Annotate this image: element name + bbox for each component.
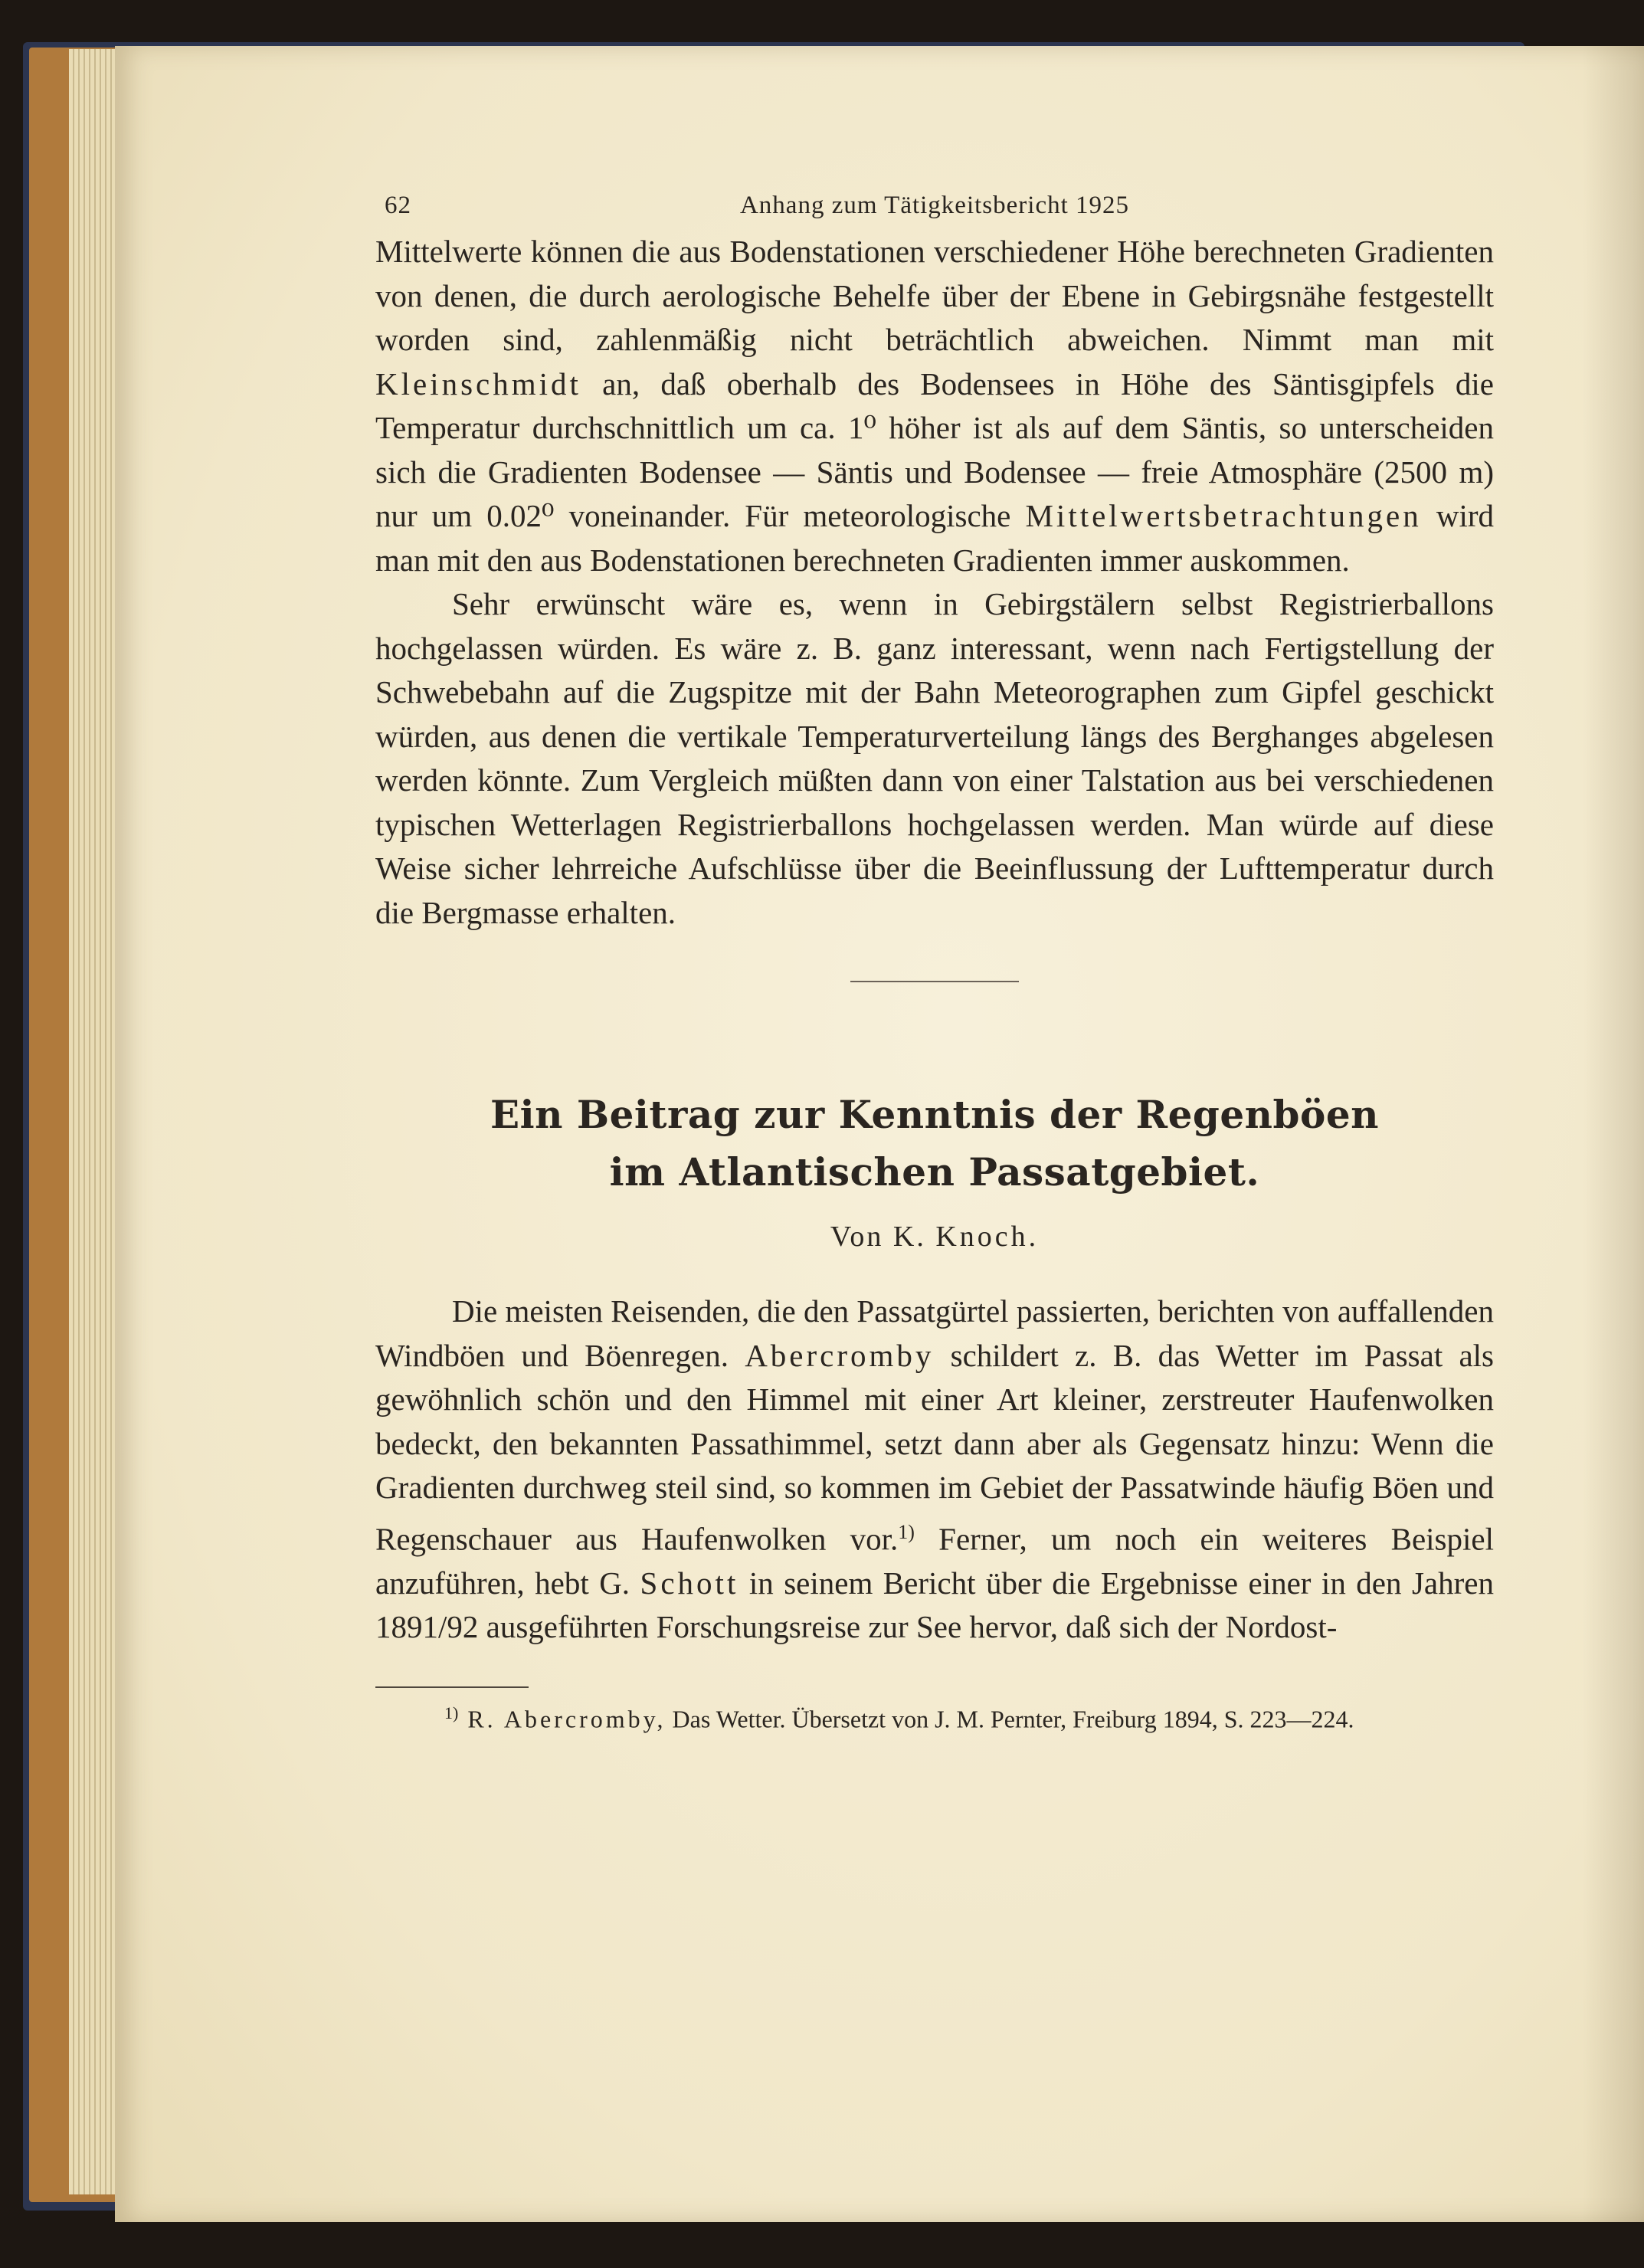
page-number: 62 — [385, 192, 411, 219]
section-divider-rule — [850, 981, 1019, 982]
author-name-kleinschmidt: Kleinschmidt — [375, 365, 581, 401]
author-prefix: Von K. — [830, 1221, 936, 1253]
paragraph-registrierballons: Sehr erwünscht wäre es, wenn in Gebirgstälern selbst Registrierballons hochgelassen würden. Es wäre z. B. ganz interessant, wenn nach Fertigstellung der Schwebebahn auf die Zugspitze mit der Bahn Meteorographen zum Gipfel geschickt würden, aus denen die vertikale Temperaturverteilung längs des Berghanges abgelesen werden könnte. Zum Vergleich müßten dann von einer Talstation aus bei verschiedenen typischen Wetterlagen Registrierballons hochgelassen werden. Man würde auf diese Weise sicher lehrreiche Aufschlüsse über die Beeinflussung der Lufttemperatur durch die Bergmasse erhalten. — [375, 586, 1494, 930]
paragraph-1-text-a: Mittelwerte können die aus Bodenstationen verschiedener Höhe berechneten Gradienten von denen, die durch aerologische Behelfe über der Ebene in Gebirgsnähe festgestellt worden sind, zahlenmäßig nicht beträchtlich abweichen. Nimmt man mit — [375, 234, 1494, 357]
running-title: Anhang zum Tätigkeitsbericht 1925 — [739, 192, 1130, 219]
footnote-separator-rule — [375, 1686, 529, 1688]
article-title-line-1: Ein Beitrag zur Kenntnis der Regenböen — [490, 1092, 1379, 1137]
footnote-reference: 1) — [898, 1520, 915, 1543]
author-name-schott: Schott — [640, 1565, 739, 1601]
footnote-mark: 1) — [444, 1703, 459, 1722]
emphasis-mittelwertsbetrachtungen: Mittelwertsbetrachtungen — [1025, 498, 1422, 533]
paragraph-1-text-b: an, daß oberhalb des Bodensees in Höhe des Säntisgipfels die Temperatur durchschnittlich um ca. 1⁰ höher ist als auf dem Säntis, so unterscheiden sich die Gradienten Bodensee — Säntis und Bodensee — freie Atmosphäre (2500 m) nur um 0.02⁰ voneinander. Für meteorologische — [375, 365, 1494, 533]
paragraph-mittelwerte — [375, 230, 1494, 582]
footnote-1 — [375, 1696, 1494, 1737]
paragraph-3-text-d: in seinem Bericht über die Ergebnisse einer in den Jahren 1891/92 ausgeführten Forschungsreise zur See hervor, daß sich der Nordost- — [375, 1565, 1494, 1645]
footnote-text: Das Wetter. Übersetzt von J. M. Pernter, Freiburg 1894, S. 223—224. — [666, 1705, 1354, 1733]
article-title-line-2: im Atlantischen Passatgebiet. — [609, 1149, 1260, 1195]
page-gutter-shadow — [1583, 46, 1644, 2222]
paragraph-3-text-c: Ferner, um noch ein weiteres Beispiel anzuführen, hebt G. — [375, 1521, 1494, 1601]
author-name-abercromby: Abercromby — [745, 1337, 935, 1373]
paragraph-1-text-c: wird man mit den aus Bodenstationen berechneten Gradienten immer auskommen. — [375, 498, 1495, 578]
footnote-author: R. Abercromby, — [458, 1705, 666, 1733]
paragraph-3-text-a: Die meisten Reisenden, die den Passatgürtel passierten, berichten von auffallenden Windböen und Böenregen. — [375, 1293, 1494, 1373]
page-text-block — [375, 184, 1494, 1761]
article-title — [375, 1086, 1494, 1201]
running-head — [375, 184, 1494, 230]
paragraph-passatguertel — [375, 1290, 1494, 1650]
paragraph-3-text-b: schildert z. B. das Wetter im Passat als gewöhnlich schön und den Himmel mit einer Art kleiner, zerstreuter Haufenwolken bedeckt, den bekannten Passathimmel, setzt dann aber als Gegensatz hinzu: Wenn die Gradienten durchweg steil sind, so kommen im Gebiet der Passatwinde häufig Böen und Regenschauer aus Haufenwolken vor. — [375, 1337, 1494, 1557]
author-name-knoch: Knoch. — [935, 1221, 1040, 1253]
article-author — [375, 1218, 1494, 1256]
